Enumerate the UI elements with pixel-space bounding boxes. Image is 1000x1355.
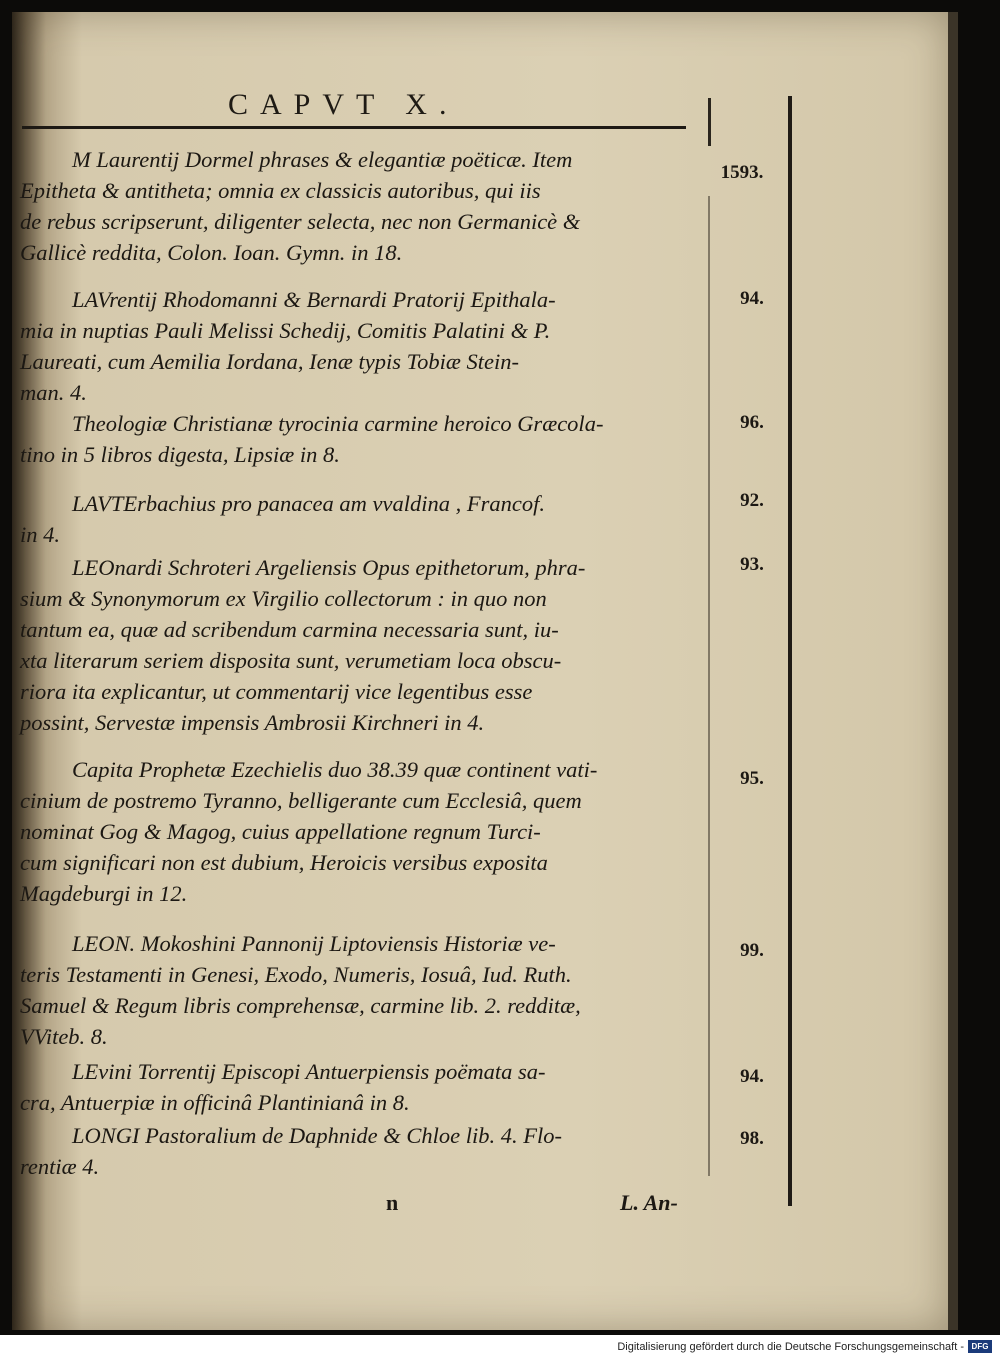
entry-text-line: rentiæ 4. xyxy=(20,1154,100,1179)
entry-text-line: tantum ea, quæ ad scribendum carmina necessaria sunt, iu- xyxy=(20,617,559,642)
entry-text-line: LEvini Torrentij Episcopi Antuerpiensis poëmata sa- xyxy=(72,1059,546,1084)
entry-text-line: LEON. Mokoshini Pannonij Liptoviensis Historiæ ve- xyxy=(72,931,556,956)
entry-text-line: Gallicè reddita, Colon. Ioan. Gymn. in 18. xyxy=(20,240,403,265)
bibliography-entry xyxy=(20,488,692,550)
entry-text-line: cinium de postremo Tyranno, belligerante cum Ecclesiâ, quem xyxy=(20,788,582,813)
entry-text-line: tino in 5 libros digesta, Lipsiæ in 8. xyxy=(20,442,340,467)
entry-text-line: Capita Prophetæ Ezechielis duo 38.39 quæ continent vati- xyxy=(72,757,598,782)
entry-year: 94. xyxy=(740,288,764,309)
entry-text-line: LAVTErbachius pro panacea am vvaldina , Francof. xyxy=(72,491,545,516)
entry-text-line: cum significari non est dubium, Heroicis versibus exposita xyxy=(20,850,548,875)
entry-year: 95. xyxy=(740,768,764,789)
bibliography-entry xyxy=(20,754,692,909)
entry-text-line: Samuel & Regum libris comprehensæ, carmine lib. 2. redditæ, xyxy=(20,993,581,1018)
signature-mark: n xyxy=(386,1190,399,1215)
entry-text-line: VViteb. 8. xyxy=(20,1024,108,1049)
entry-year: 93. xyxy=(740,554,764,575)
entry-text-line: mia in nuptias Pauli Melissi Schedij, Comitis Palatini & P. xyxy=(20,318,551,343)
dfg-logo: DFG xyxy=(968,1340,992,1353)
bibliography-entry xyxy=(20,928,692,1052)
entry-text-line: in 4. xyxy=(20,522,61,547)
page-edge xyxy=(948,12,958,1330)
entry-text-line: LAVrentij Rhodomanni & Bernardi Pratorij Epithala- xyxy=(72,287,556,312)
bibliography-entry xyxy=(20,552,692,738)
entry-text-line: Laureati, cum Aemilia Iordana, Ienæ typis Tobiæ Stein- xyxy=(20,349,519,374)
margin-rule-top xyxy=(708,98,711,146)
entry-text-line: Magdeburgi in 12. xyxy=(20,881,188,906)
entry-year: 1593. xyxy=(720,162,764,183)
entry-text-line: Theologiæ Christianæ tyrocinia carmine heroico Græcola- xyxy=(72,411,604,436)
entry-text-line: LONGI Pastoralium de Daphnide & Chloe lib. 4. Flo- xyxy=(72,1123,562,1148)
entry-text-line: man. 4. xyxy=(20,380,87,405)
running-head: CAPVT X. xyxy=(228,88,459,121)
entry-text-line: xta literarum seriem disposita sunt, verumetiam loca obscu- xyxy=(20,648,562,673)
entry-year: 99. xyxy=(740,940,764,961)
entry-year: 92. xyxy=(740,490,764,511)
entry-text-line: nominat Gog & Magog, cuius appellatione regnum Turci- xyxy=(20,819,541,844)
header-rule xyxy=(22,126,686,129)
bibliography-entry xyxy=(20,1120,692,1182)
entry-text-line: riora ita explicantur, ut commentarij vice legentibus esse xyxy=(20,679,533,704)
entry-text-line: M Laurentij Dormel phrases & elegantiæ poëticæ. Item xyxy=(72,147,573,172)
entry-text-line: de rebus scripserunt, diligenter selecta, nec non Germanicè & xyxy=(20,209,581,234)
bibliography-entry xyxy=(20,408,692,470)
entry-year: 96. xyxy=(740,412,764,433)
margin-column-rule xyxy=(788,96,792,1206)
entry-year: 94. xyxy=(740,1066,764,1087)
bibliography-entry xyxy=(20,144,692,268)
bibliography-entry xyxy=(20,1056,692,1118)
entry-text-line: Epitheta & antitheta; omnia ex classicis autoribus, qui iis xyxy=(20,178,541,203)
entry-text-line: teris Testamenti in Genesi, Exodo, Numeris, Iosuâ, Iud. Ruth. xyxy=(20,962,572,987)
entry-text-line: possint, Servestæ impensis Ambrosii Kirchneri in 4. xyxy=(20,710,485,735)
entry-text-line: sium & Synonymorum ex Virgilio collectorum : in quo non xyxy=(20,586,547,611)
margin-rule-inner xyxy=(708,196,710,1176)
entry-text-line: cra, Antuerpiæ in officinâ Plantinianâ in 8. xyxy=(20,1090,410,1115)
entry-year: 98. xyxy=(740,1128,764,1149)
bibliography-entry xyxy=(20,284,692,408)
entry-text-line: LEOnardi Schroteri Argeliensis Opus epithetorum, phra- xyxy=(72,555,586,580)
digitization-credit: Digitalisierung gefördert durch die Deutsche Forschungsgemeinschaft - xyxy=(617,1341,964,1353)
catchword: L. An- xyxy=(620,1190,678,1215)
